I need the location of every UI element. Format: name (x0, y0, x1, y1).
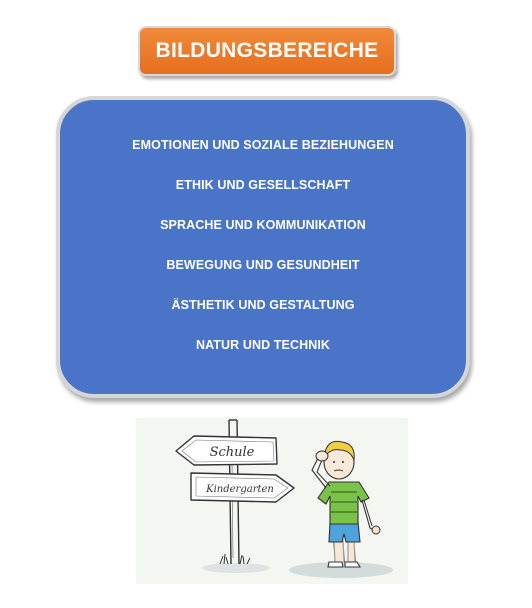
signpost-illustration (136, 418, 408, 584)
sign-top-label: Schule (209, 445, 255, 460)
area-item-ethics: ETHIK UND GESELLSCHAFT (175, 178, 351, 192)
area-item-aesthetics: ÄSTHETIK UND GESTALTUNG (171, 298, 355, 312)
page-title (138, 26, 396, 76)
sign-top-arrow (176, 436, 277, 465)
sign-bottom-arrow (191, 473, 294, 502)
post-shadow (202, 563, 270, 573)
area-item-nature: NATUR UND TECHNIK (195, 338, 331, 352)
page-title-text: BILDUNGSBEREICHE (155, 39, 379, 62)
area-item-emotions: EMOTIONEN UND SOZIALE BEZIEHUNGEN (132, 138, 394, 152)
education-areas-panel (56, 96, 470, 398)
area-item-movement: BEWEGUNG UND GESUNDHEIT (166, 258, 360, 272)
sign-bottom-label: Kindergarten (206, 484, 274, 495)
area-item-language: SPRACHE UND KOMMUNIKATION (160, 218, 366, 232)
